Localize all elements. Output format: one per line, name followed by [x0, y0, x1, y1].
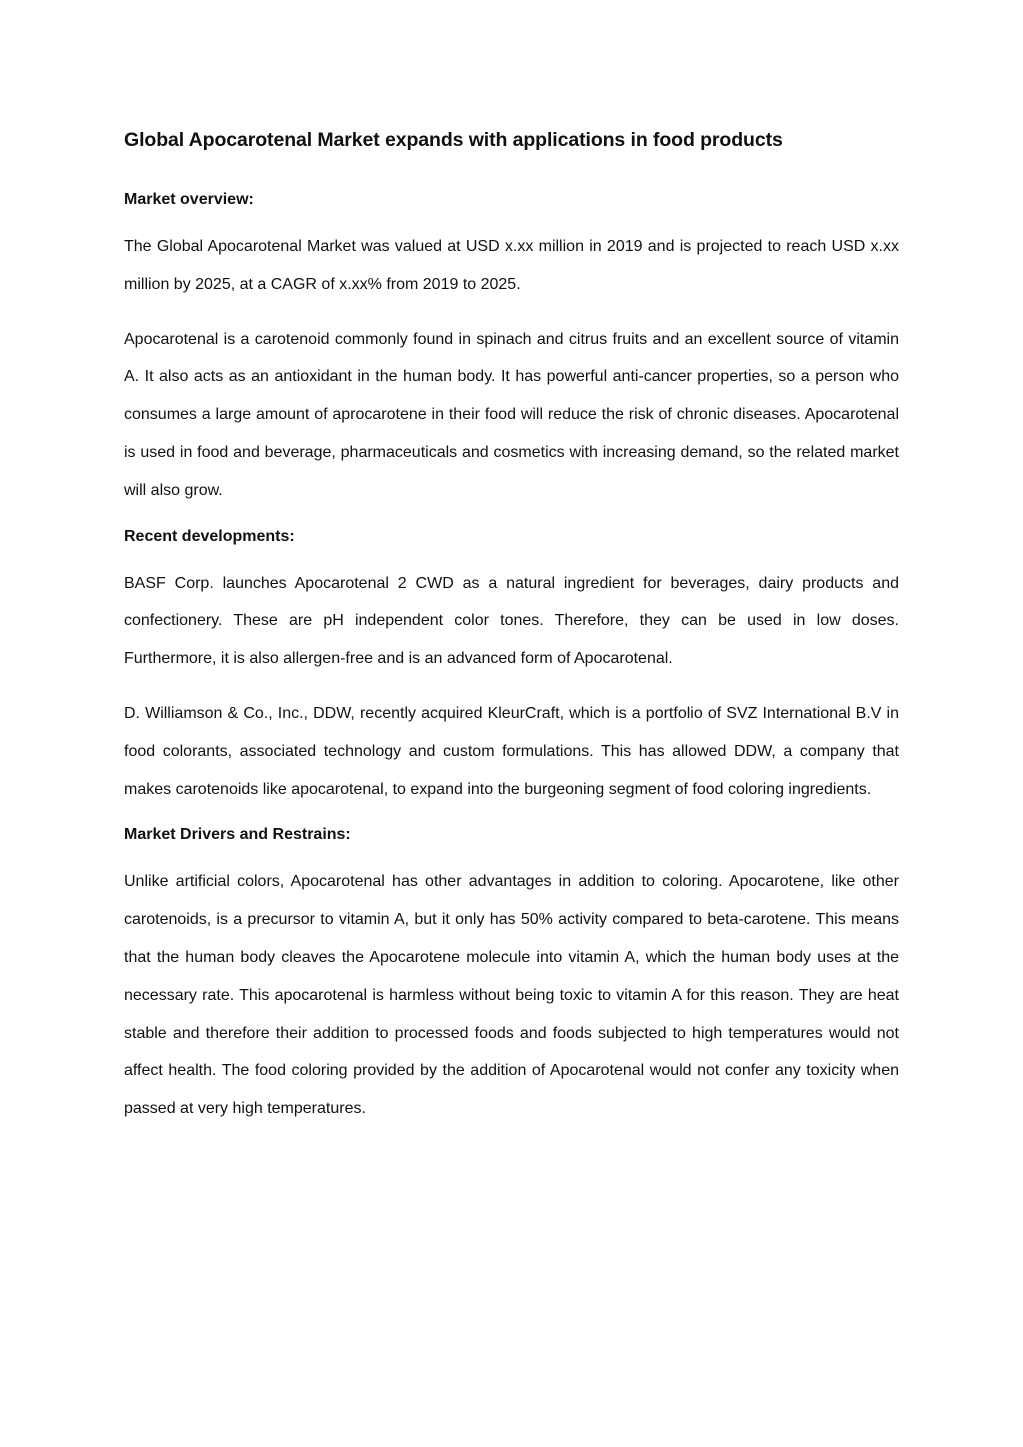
- section-heading: Market Drivers and Restrains:: [124, 826, 351, 844]
- paragraph: Unlike artificial colors, Apocarotenal has other advantages in addition to coloring. Apocarotene, like other carotenoids, is a precursor to vitamin A, but it only has 50% activity compared to beta-carotene. This means that the human body cleaves the Apocarotene molecule into vitamin A, which the human body uses at the necessary rate. This apocarotenal is harmless without being toxic to vitamin A for this reason. They are heat stable and therefore their addition to processed foods and foods subjected to high temperatures would not affect health. The food coloring provided by the addition of Apocarotenal would not confer any toxicity when passed at very high temperatures.: [124, 873, 899, 1118]
- paragraph: The Global Apocarotenal Market was valued at USD x.xx million in 2019 and is projected to reach USD x.xx million by 2025, at a CAGR of x.xx% from 2019 to 2025.: [124, 238, 899, 293]
- paragraph: Apocarotenal is a carotenoid commonly found in spinach and citrus fruits and an excellent source of vitamin A. It also acts as an antioxidant in the human body. It has powerful anti-cancer properties, so a person who consumes a large amount of aprocarotene in their food will reduce the risk of chronic diseases. Apocarotenal is used in food and beverage, pharmaceuticals and cosmetics with increasing demand, so the related market will also grow.: [124, 330, 899, 499]
- section-recent-developments: [124, 527, 899, 809]
- section-heading: Market overview:: [124, 191, 254, 208]
- document-title: Global Apocarotenal Market expands with applications in food products: [124, 129, 783, 151]
- paragraph: BASF Corp. launches Apocarotenal 2 CWD as a natural ingredient for beverages, dairy products and confectionery. These are pH independent color tones. Therefore, they can be used in low doses. Furthermore, it is also allergen-free and is an advanced form of Apocarotenal.: [124, 574, 899, 668]
- paragraph: D. Williamson & Co., Inc., DDW, recently acquired KleurCraft, which is a portfolio of SVZ International B.V in food colorants, associated technology and custom formulations. This has allowed DDW, a company that makes carotenoids like apocarotenal, to expand into the burgeoning segment of food coloring ingredients.: [124, 704, 899, 798]
- section-market-overview: [124, 190, 899, 510]
- document-page: [124, 124, 899, 1145]
- section-market-drivers: [124, 825, 899, 1128]
- section-heading: Recent developments:: [124, 527, 295, 545]
